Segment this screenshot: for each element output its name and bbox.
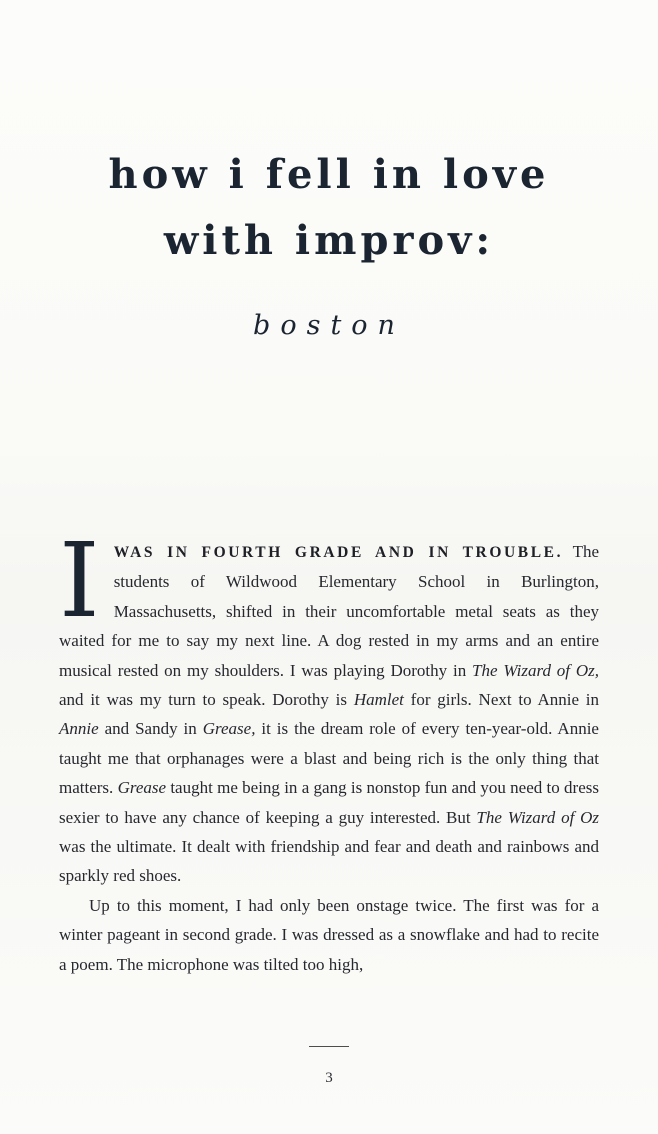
text-segment: Grease, bbox=[202, 719, 256, 739]
paragraph bbox=[59, 521, 600, 891]
chapter-title-line-2: with improv: bbox=[163, 217, 495, 264]
text-segment: The students of Wildwood Elementary School in Burlington, Massachusetts, shifted in their uncomfortable metal seats as they waited for me to say my next line. A dog rested in my arms and an entire musical rested on my shoulders. I was playing Dorothy in bbox=[59, 542, 600, 680]
text-segment: The Wizard of Oz, bbox=[472, 660, 599, 680]
text-segment: Annie bbox=[59, 719, 99, 739]
text-segment: taught me being in a gang is nonstop fun and you need to dress sexier to have any chance of keeping a guy interested. But bbox=[59, 778, 599, 827]
chapter-heading bbox=[59, 0, 599, 341]
text-segment: The Wizard of Oz bbox=[476, 807, 600, 827]
page-number: 3 bbox=[325, 1070, 333, 1086]
text-segment: Hamlet bbox=[353, 690, 404, 710]
text-segment: for girls. Next to Annie in bbox=[403, 690, 600, 710]
drop-cap: I bbox=[59, 521, 100, 641]
text-segment: and it was my turn to speak. Dorothy is bbox=[59, 690, 354, 710]
chapter-title-line-1: how i fell in love bbox=[108, 151, 550, 198]
text-segment: WAS IN FOURTH GRADE AND IN TROUBLE. bbox=[113, 544, 564, 561]
text-segment: Grease bbox=[117, 778, 167, 798]
text-segment: and Sandy in bbox=[98, 719, 203, 739]
footer-rule bbox=[309, 1046, 349, 1047]
chapter-subtitle: boston bbox=[253, 310, 405, 341]
text-segment: it is the dream role of every ten-year-old. Annie taught me that orphanages were a blast and being rich is the only thing that matters. bbox=[59, 719, 599, 798]
paragraph bbox=[59, 891, 599, 979]
body-paragraphs bbox=[59, 521, 600, 979]
text-segment: was the ultimate. It dealt with friendship and fear and death and rainbows and sparkly red shoes. bbox=[59, 837, 599, 886]
text-segment: Up to this moment, I had only been onstage twice. The first was for a winter pageant in second grade. I was dressed as a snowflake and had to recite a poem. The microphone was tilted too high, bbox=[59, 895, 599, 974]
